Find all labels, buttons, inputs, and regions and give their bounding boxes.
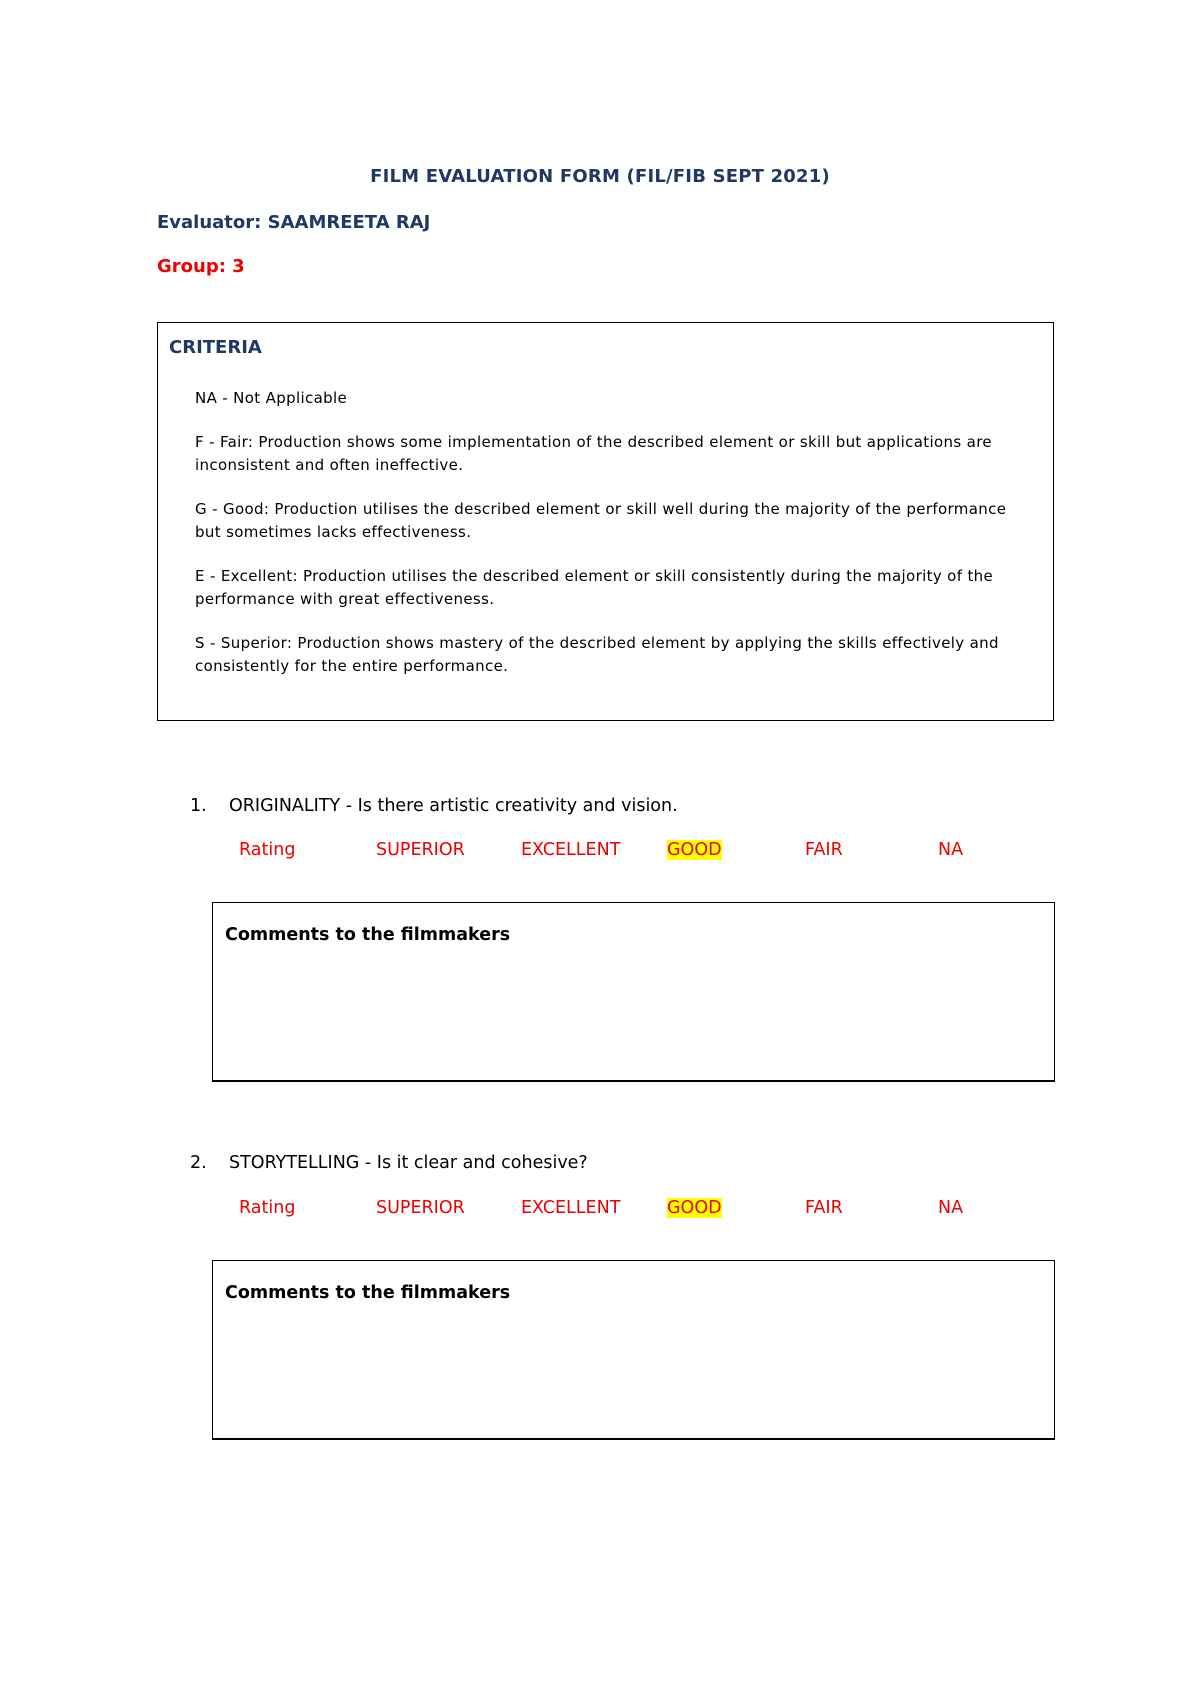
rating-option-superior[interactable]: SUPERIOR (376, 1198, 465, 1218)
criteria-item-na: NA - Not Applicable (195, 389, 348, 407)
comment-box-storytelling[interactable] (212, 1260, 1055, 1440)
criteria-list (195, 387, 1037, 699)
rating-row-originality (0, 840, 1200, 866)
group-number: Group: 3 (157, 256, 245, 277)
comment-box-originality[interactable] (212, 902, 1055, 1082)
question-originality (190, 796, 678, 816)
rating-label: Rating (239, 840, 296, 860)
rating-option-superior[interactable]: SUPERIOR (376, 840, 465, 860)
question-text: ORIGINALITY - Is there artistic creativity and vision. (229, 796, 678, 816)
rating-label: Rating (239, 1198, 296, 1218)
criteria-item-excellent: E - Excellent: Production utilises the described element or skill consistently during the majority of the performance with great effectiveness. (195, 567, 994, 608)
rating-option-excellent[interactable]: EXCELLENT (521, 1198, 621, 1218)
criteria-item-good: G - Good: Production utilises the described element or skill well during the majority of the performance but sometimes lacks effectiveness. (195, 500, 1007, 541)
criteria-box (157, 322, 1054, 721)
comment-label: Comments to the filmmakers (225, 925, 511, 945)
criteria-heading: CRITERIA (169, 337, 262, 358)
rating-option-excellent[interactable]: EXCELLENT (521, 840, 621, 860)
criteria-item-fair: F - Fair: Production shows some implementation of the described element or skill but applications are inconsistent and often ineffective. (195, 433, 992, 474)
question-storytelling (190, 1153, 588, 1173)
comment-label: Comments to the filmmakers (225, 1283, 511, 1303)
rating-option-fair[interactable]: FAIR (805, 840, 843, 860)
question-text: STORYTELLING - Is it clear and cohesive? (229, 1153, 588, 1173)
rating-option-good[interactable]: GOOD (667, 1198, 722, 1218)
rating-row-storytelling (0, 1198, 1200, 1224)
criteria-item-superior: S - Superior: Production shows mastery of the described element by applying the skills effectively and consistently for the entire performance. (195, 634, 999, 675)
question-number: 1. (190, 796, 207, 816)
rating-option-na[interactable]: NA (938, 840, 964, 860)
question-number: 2. (190, 1153, 207, 1173)
evaluator-name: Evaluator: SAAMREETA RAJ (157, 212, 431, 233)
rating-option-na[interactable]: NA (938, 1198, 964, 1218)
rating-option-fair[interactable]: FAIR (805, 1198, 843, 1218)
form-title: FILM EVALUATION FORM (FIL/FIB SEPT 2021) (370, 166, 830, 187)
rating-option-good[interactable]: GOOD (667, 840, 722, 860)
